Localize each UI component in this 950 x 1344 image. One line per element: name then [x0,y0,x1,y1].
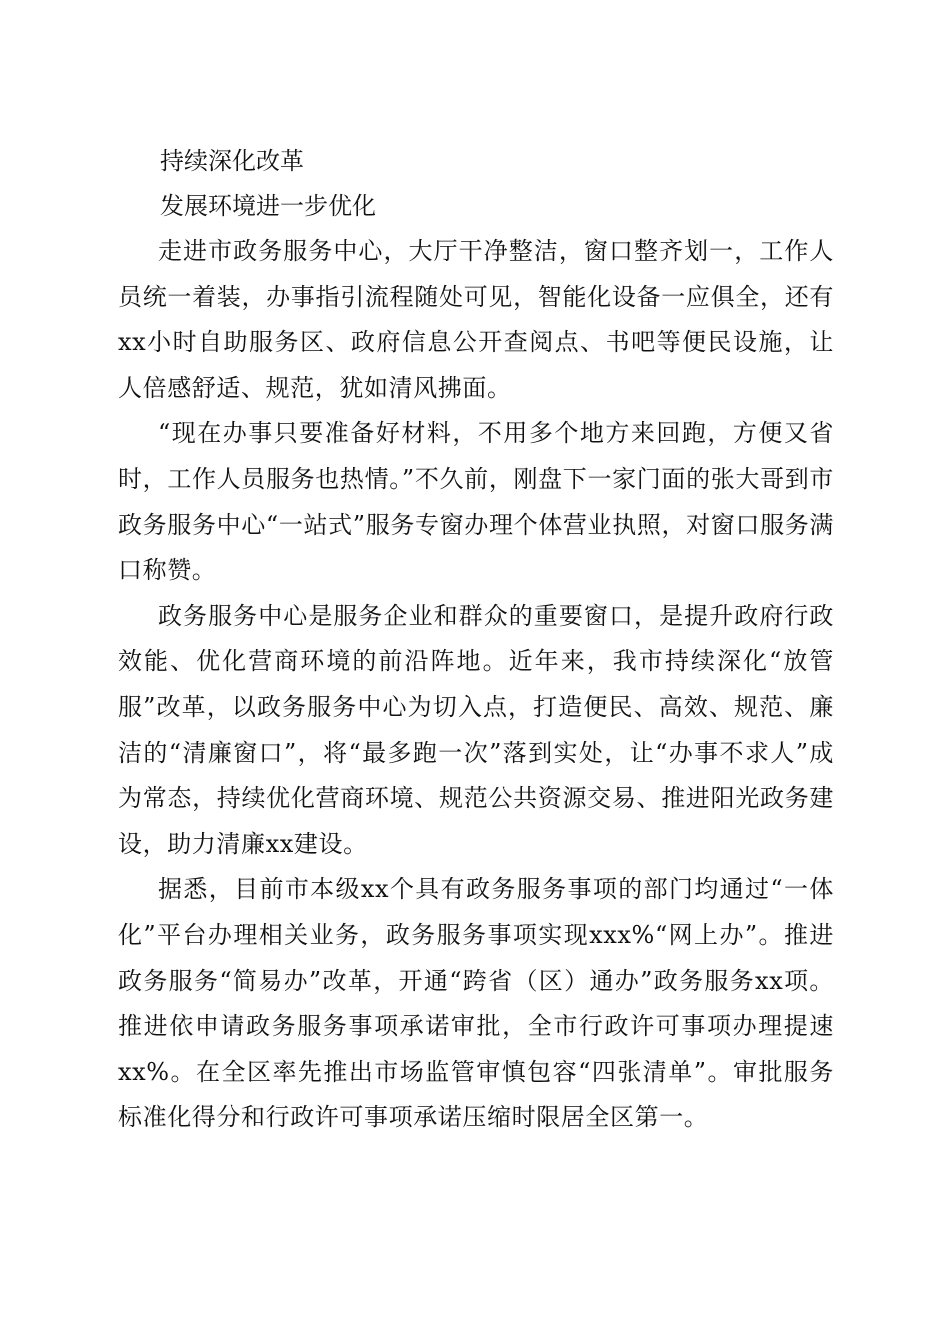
paragraph-service-center: 走进市政务服务中心，大厅干净整洁，窗口整齐划一，工作人员统一着装，办事指引流程随处可见，智能化设备一应俱全，还有xx小时自助服务区、政府信息公开查阅点、书吧等便民设施，让人倍感舒适、规范，犹如清风拂面。 [118,237,834,402]
paragraph-statistics: 据悉，目前市本级xx个具有政务服务事项的部门均通过“一体化”平台办理相关业务，政务服务事项实现xxx%“网上办”。推进政务服务“简易办”改革，开通“跨省（区）通办”政务服务xx项。推进依申请政务服务事项承诺审批，全市行政许可事项办理提速xx%。在全区率先推出市场监管审慎包容“四张清单”。审批服务标准化得分和行政许可事项承诺压缩时限居全区第一。 [118,875,834,1132]
section-heading: 持续深化改革 [160,147,304,175]
section-subheading: 发展环境进一步优化 [160,192,376,220]
paragraph-reform: 政务服务中心是服务企业和群众的重要窗口，是提升政府行政效能、优化营商环境的前沿阵地。近年来，我市持续深化“放管服”改革，以政务服务中心为切入点，打造便民、高效、规范、廉洁的“清廉窗口”，将“最多跑一次”落到实处，让“办事不求人”成为常态，持续优化营商环境、规范公共资源交易、推进阳光政务建设，助力清廉xx建设。 [118,601,834,858]
article-body [118,139,834,1141]
paragraph-quote: “现在办事只要准备好材料，不用多个地方来回跑，方便又省时，工作人员服务也热情。”不久前，刚盘下一家门面的张大哥到市政务服务中心“一站式”服务专窗办理个体营业执照，对窗口服务满口称赞。 [118,419,834,585]
